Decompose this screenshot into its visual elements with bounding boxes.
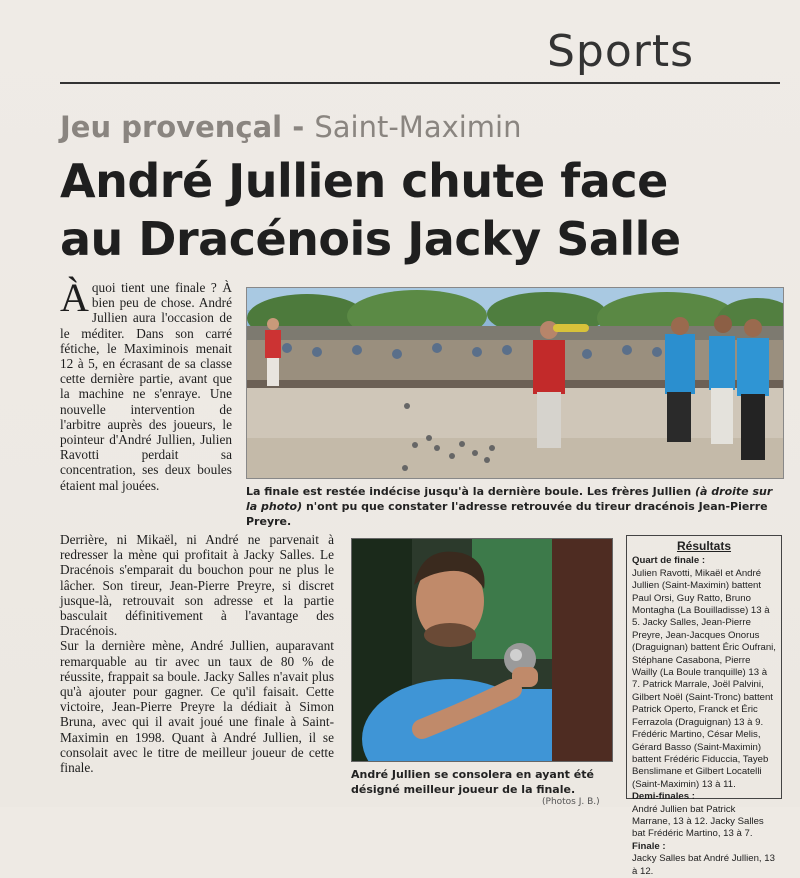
kicker <box>60 110 522 144</box>
photo-caption-2: André Jullien se consolera en ayant été désigné meilleur joueur de la finale. <box>351 768 594 796</box>
match-photo <box>246 287 784 479</box>
player-photo <box>351 538 613 762</box>
caption-1-part-b: (à droite sur la photo) <box>246 485 773 513</box>
caption-1-part-a: La finale est restée indécise jusqu'à la dernière boule. Les frères Jullien <box>246 485 696 498</box>
caption-1-part-c: n'ont pu que constater l'adresse retrouvée du tireur dracénois Jean-Pierre Preyre. <box>246 500 768 528</box>
headline-line-2: au Dracénois Jacky Salle <box>60 212 681 266</box>
results-box <box>626 535 782 877</box>
quarter-final-results: Julien Ravotti, Mikaël et André Jullien (Saint-Maximin) battent Paul Orsi, Guy Ratto, Bruno Montagha (La Bouilladisse) 13 à 5. Jacky Salles, Jean-Pierre Preyre, Jean-Jacques Onorus (Draguignan) battent Éric Oufrani, Stéphane Casabona, Pierre Wailly (La Boule tranquille) 13 à 7. Patrick Marrale, Joël Palvini, Gilbert Noël (Saint-Tronc) battent Patrick Operto, Franck et Éric Ferrazola (Draguignan) 13 à 9. Frédéric Martino, César Melis, Gérard Basso (Saint-Maximin) battent Frédéric Fiduccia, Tayeb Benslimane et Gilbert Locatelli (Saint-Maximin) 13 à 11. <box>632 567 776 790</box>
headline-line-1: André Jullien chute face <box>60 154 668 208</box>
article-column-2 <box>60 532 334 775</box>
photo-caption-1 <box>246 484 782 529</box>
kicker-separator: - <box>282 110 315 144</box>
section-title: Sports <box>546 26 694 77</box>
results-title: Résultats <box>676 539 732 553</box>
photo-credit: (Photos J. B.) <box>542 797 600 807</box>
quarter-final-label: Quart de finale : <box>632 555 706 567</box>
article-lead-text: quoi tient une finale ? À bien peu de chose. André Jullien aura l'occasion de le méditer. Dans son carré fétiche, le Maximinois menait 12 à 5, en écrasant de sa classe cette dernière partie, avant que la machine ne s'enraye. Une nouvelle intervention de l'arbitre auprès des joueurs, le pointeur d'André Jullien, Julien Ravotti perdait sa concentration, ses deux boules étaient mal jouées. <box>60 280 232 493</box>
drop-cap: À <box>60 275 89 320</box>
headline <box>60 152 780 268</box>
kicker-topic: Jeu provençal <box>60 110 283 144</box>
header-rule <box>60 82 780 84</box>
article-column-1 <box>60 275 232 493</box>
kicker-place: Saint-Maximin <box>314 110 522 144</box>
article-paragraph-2: Derrière, ni Mikaël, ni André ne parvenait à redresser la mène qui profitait à Jacky Salles. Le Dracénois s'emparait du bouchon pour ne plus le lâcher. Son tireur, Jean-Pierre Preyre, si discret jusque-là, retrouvait son adresse et la partie basculait définitivement à l'avantage des Dracénois. <box>60 532 334 639</box>
final-result: Jacky Salles bat André Jullien, 13 à 12. <box>632 853 775 877</box>
semi-final-results: André Jullien bat Patrick Marrane, 13 à 12. Jacky Salles bat Frédéric Martino, 13 à 7. <box>632 803 764 840</box>
final-label: Finale : <box>632 840 666 852</box>
article-paragraph-3: Sur la dernière mène, André Jullien, auparavant remarquable au tir avec un taux de 80 % de réussite, frappait sa boule. Jacky Salles n'avait plus qu'à ajouter pour gagner. Ce qu'il faisait. Cette victoire, Jean-Pierre Preyre la dédiait à Simon Bruna, avec qui il avait joué une finale à Saint-Maximin en 1998. Quant à André Jullien, il se consolait avec le titre de meilleur joueur de cette finale. <box>60 638 334 776</box>
semi-final-label: Demi-finales : <box>632 791 695 803</box>
